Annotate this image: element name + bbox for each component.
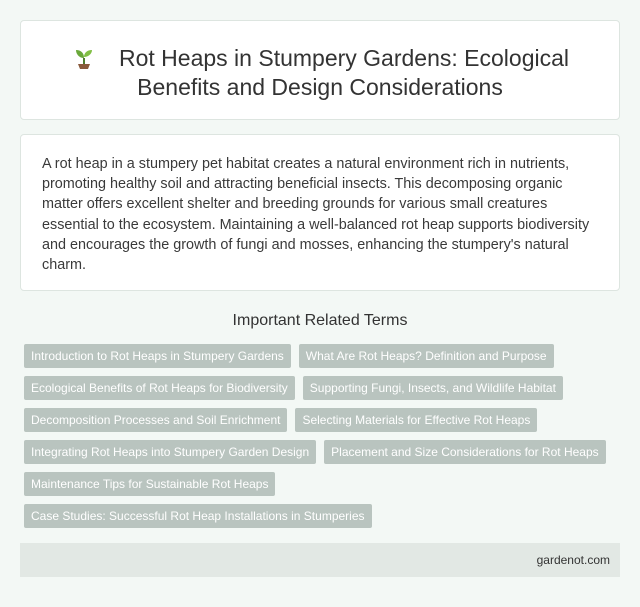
- footer-site-link[interactable]: gardenot.com: [536, 553, 610, 567]
- title-card: [20, 20, 620, 120]
- related-term-tag[interactable]: Ecological Benefits of Rot Heaps for Biodiversity: [24, 376, 295, 400]
- related-term-tag[interactable]: Maintenance Tips for Sustainable Rot Heaps: [24, 472, 275, 496]
- related-term-tag[interactable]: Case Studies: Successful Rot Heap Installations in Stumperies: [24, 504, 372, 528]
- title-text-1: Rot Heaps in Stumpery Gardens: Ecological: [119, 45, 569, 71]
- related-terms-list: [24, 344, 604, 536]
- page-title: [21, 44, 619, 102]
- tag-row: [24, 440, 604, 464]
- footer: [20, 543, 620, 577]
- related-term-tag[interactable]: Selecting Materials for Effective Rot Heaps: [295, 408, 537, 432]
- intro-card: [20, 134, 620, 291]
- tag-row: [24, 504, 604, 528]
- related-term-tag[interactable]: Supporting Fungi, Insects, and Wildlife Habitat: [303, 376, 563, 400]
- intro-paragraph: A rot heap in a stumpery pet habitat creates a natural environment rich in nutrients, promoting healthy soil and attracting beneficial insects. This decomposing organic matter offers excellent shelter and breeding grounds for various small creatures essential to the ecosystem. Maintaining a well-balanced rot heap supports biodiversity and encourages the growth of fungi and mosses, enhancing the stumpery's natural charm.: [42, 156, 590, 274]
- related-term-tag[interactable]: Integrating Rot Heaps into Stumpery Garden Design: [24, 440, 316, 464]
- tag-row: [24, 472, 604, 496]
- tag-row: [24, 344, 604, 368]
- related-term-tag[interactable]: Placement and Size Considerations for Rot Heaps: [324, 440, 605, 464]
- related-term-tag[interactable]: Introduction to Rot Heaps in Stumpery Gardens: [24, 344, 291, 368]
- sprout-icon: [71, 44, 97, 70]
- related-term-tag[interactable]: What Are Rot Heaps? Definition and Purpose: [299, 344, 554, 368]
- title-text-2: Benefits and Design Considerations: [137, 74, 503, 100]
- tag-row: [24, 376, 604, 400]
- related-term-tag[interactable]: Decomposition Processes and Soil Enrichment: [24, 408, 287, 432]
- tag-row: [24, 408, 604, 432]
- page-title-line-1: [21, 44, 619, 73]
- related-terms-heading: Important Related Terms: [232, 312, 408, 329]
